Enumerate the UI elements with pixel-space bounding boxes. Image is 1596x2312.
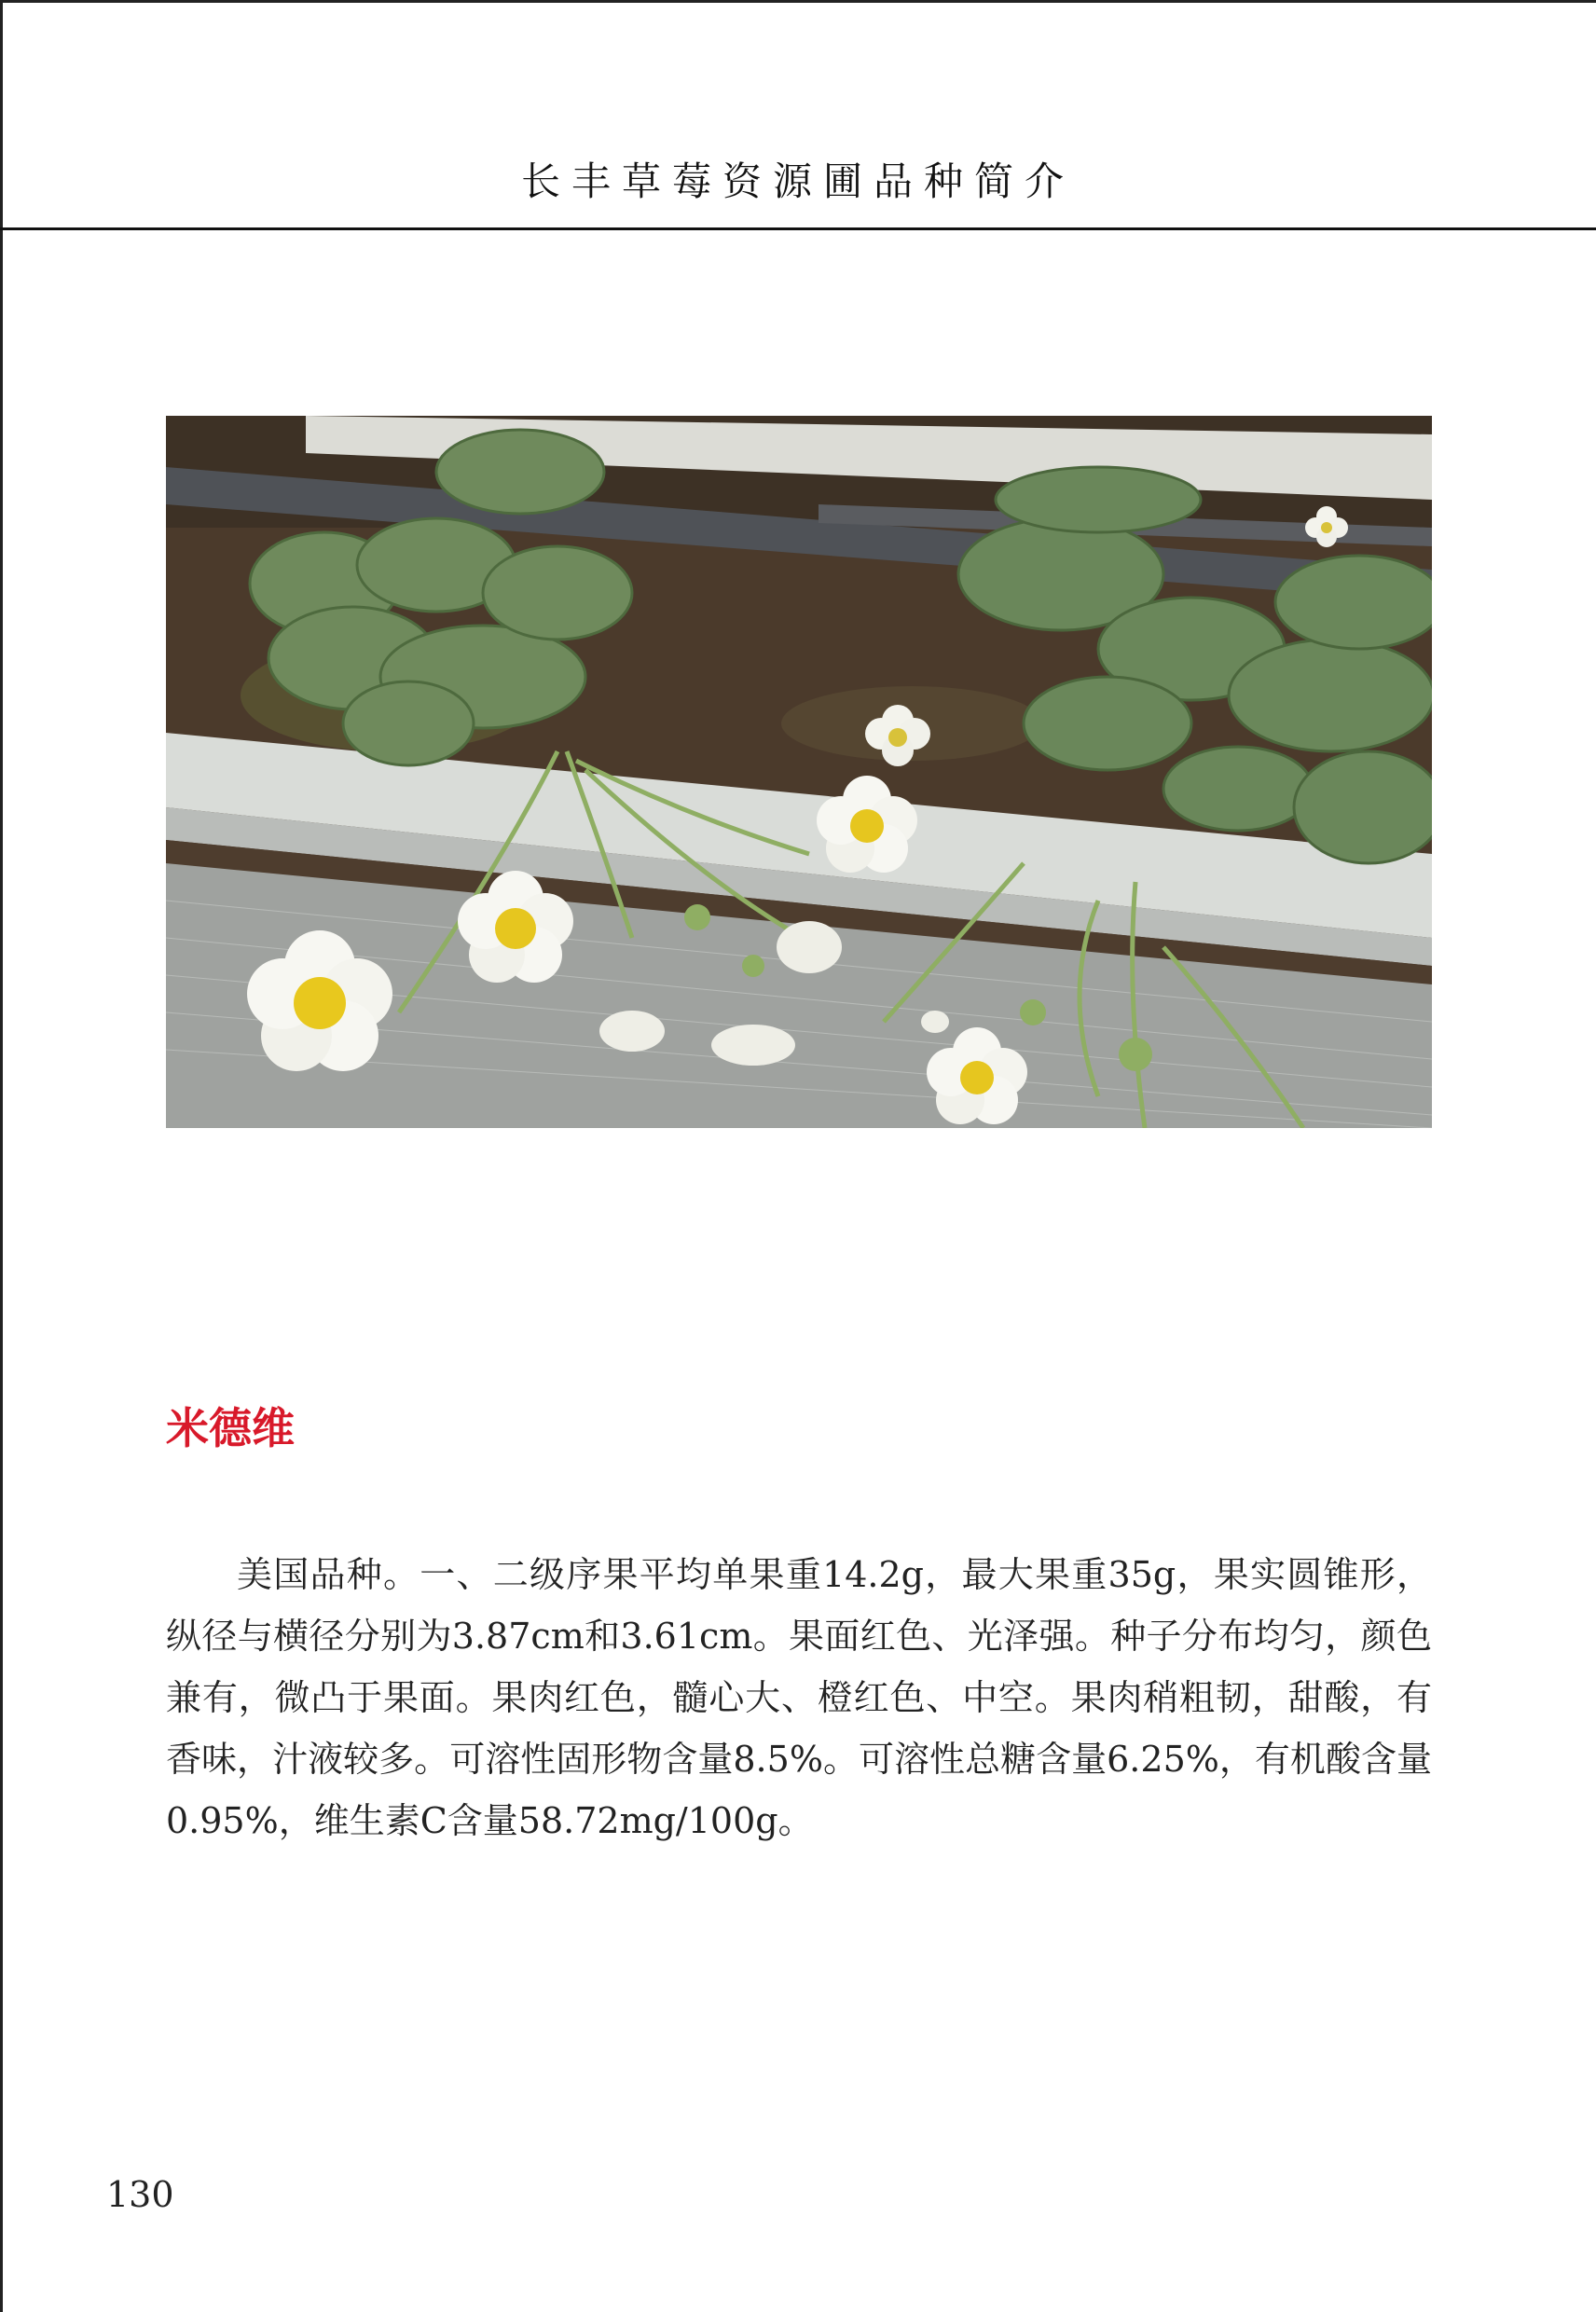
running-header-title: 长丰草莓资源圃品种简介: [520, 158, 1075, 204]
page-number: 130: [106, 2174, 174, 2215]
page-frame-left: [0, 0, 3, 2312]
variety-name: 米德维: [166, 1403, 295, 1453]
strawberry-photo: [166, 416, 1432, 1128]
page-frame-top: [0, 0, 1596, 3]
variety-description: 美国品种。一、二级序果平均单果重14.2g，最大果重35g，果实圆锥形，纵径与横径分别为3.87cm和3.61cm。果面红色、光泽强。种子分布均匀，颜色兼有，微凸于果面。果肉红色，髓心大、橙红色、中空。果肉稍粗韧，甜酸，有香味，汁液较多。可溶性固形物含量8.5%。可溶性总糖含量6.25%，有机酸含量0.95%，维生素C含量58.72mg/100g。: [166, 1554, 1432, 1841]
header-divider: [0, 227, 1596, 230]
